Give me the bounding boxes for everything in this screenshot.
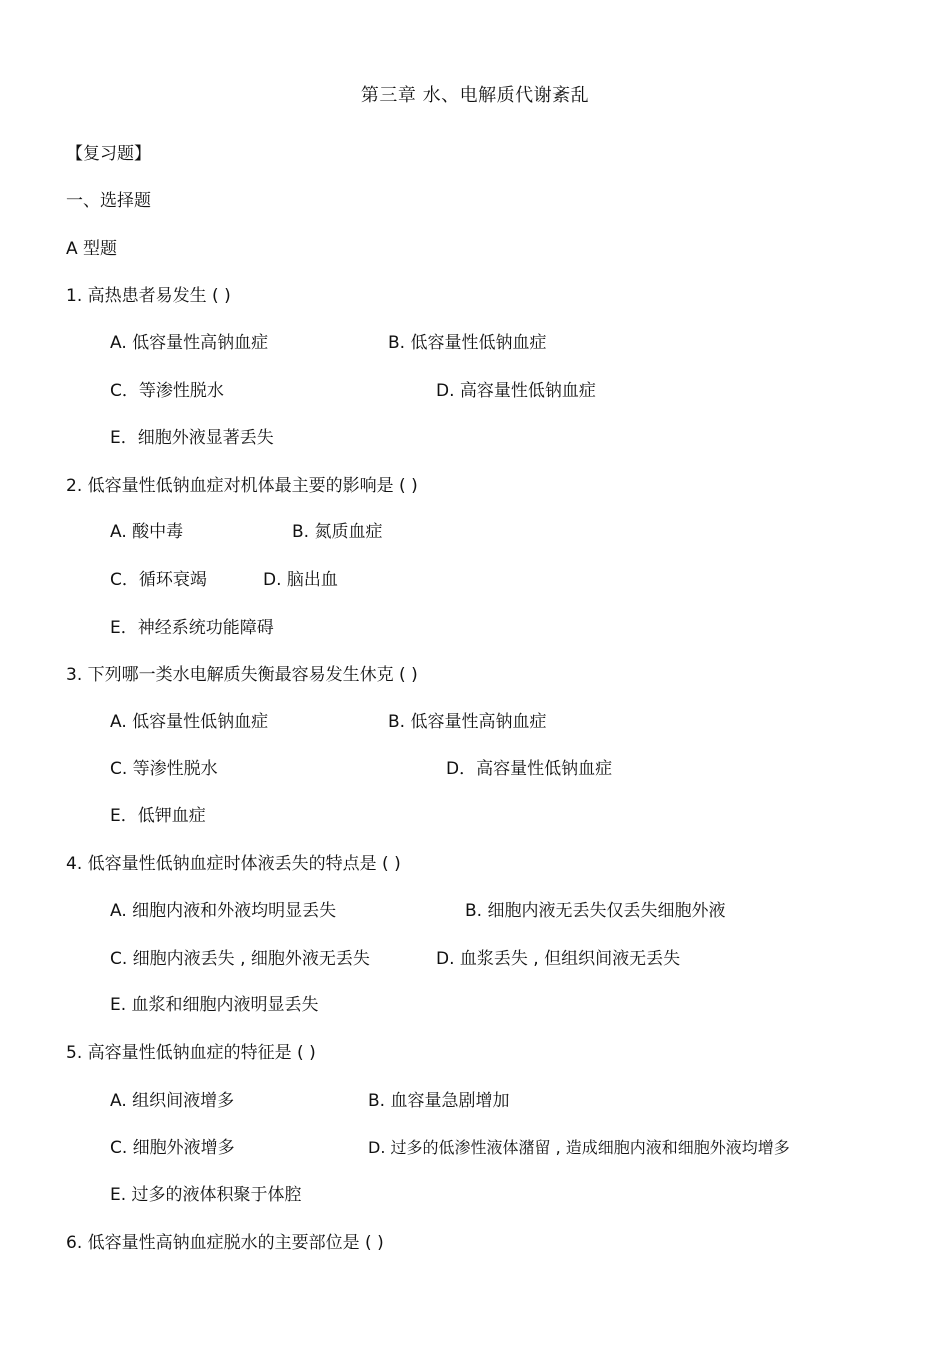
option-d: D. 脑出血 <box>263 570 338 590</box>
option-e: E. 血浆和细胞内液明显丢失 <box>110 995 319 1015</box>
option-e: E. 过多的液体积聚于体腔 <box>110 1185 302 1205</box>
option-c: C. 细胞内液丢失 , 细胞外液无丢失 <box>110 949 370 969</box>
option-a: A. 组织间液增多 <box>110 1091 235 1111</box>
option-e: E．神经系统功能障碍 <box>110 618 274 638</box>
option-b: B. 氮质血症 <box>292 522 383 542</box>
question-stem: 2. 低容量性低钠血症对机体最主要的影响是 ( ) <box>66 476 418 496</box>
option-b: B. 血容量急剧增加 <box>368 1091 510 1111</box>
option-c: C．等渗性脱水 <box>110 381 224 401</box>
question-stem: 3. 下列哪一类水电解质失衡最容易发生休克 ( ) <box>66 665 418 685</box>
option-e: E．低钾血症 <box>110 806 206 826</box>
option-a: A. 低容量性高钠血症 <box>110 333 269 353</box>
option-b: B. 低容量性低钠血症 <box>388 333 547 353</box>
option-b: B. 细胞内液无丢失仅丢失细胞外液 <box>465 901 726 921</box>
option-d: D. 高容量性低钠血症 <box>436 381 596 401</box>
chapter-title: 第三章 水、电解质代谢紊乱 <box>360 85 590 106</box>
question-stem: 6. 低容量性高钠血症脱水的主要部位是 ( ) <box>66 1233 384 1253</box>
option-c: C. 细胞外液增多 <box>110 1138 235 1158</box>
option-b: B. 低容量性高钠血症 <box>388 712 547 732</box>
type-a-heading: A 型题 <box>66 239 118 259</box>
option-d: D. 血浆丢失 , 但组织间液无丢失 <box>436 949 681 969</box>
option-a: A. 低容量性低钠血症 <box>110 712 269 732</box>
section-review-heading: 【复习题】 <box>66 144 151 164</box>
option-e: E．细胞外液显著丢失 <box>110 428 274 448</box>
option-d: D. 过多的低渗性液体潴留 , 造成细胞内液和细胞外液均增多 <box>368 1138 790 1157</box>
question-stem: 5. 高容量性低钠血症的特征是 ( ) <box>66 1043 316 1063</box>
option-d: D．高容量性低钠血症 <box>446 759 613 779</box>
option-c: C. 等渗性脱水 <box>110 759 218 779</box>
section-choice-heading: 一、选择题 <box>66 191 151 211</box>
question-stem: 1. 高热患者易发生 ( ) <box>66 286 231 306</box>
option-a: A. 细胞内液和外液均明显丢失 <box>110 901 337 921</box>
option-a: A. 酸中毒 <box>110 522 184 542</box>
option-c: C．循环衰竭 <box>110 570 207 590</box>
question-stem: 4. 低容量性低钠血症时体液丢失的特点是 ( ) <box>66 854 401 874</box>
